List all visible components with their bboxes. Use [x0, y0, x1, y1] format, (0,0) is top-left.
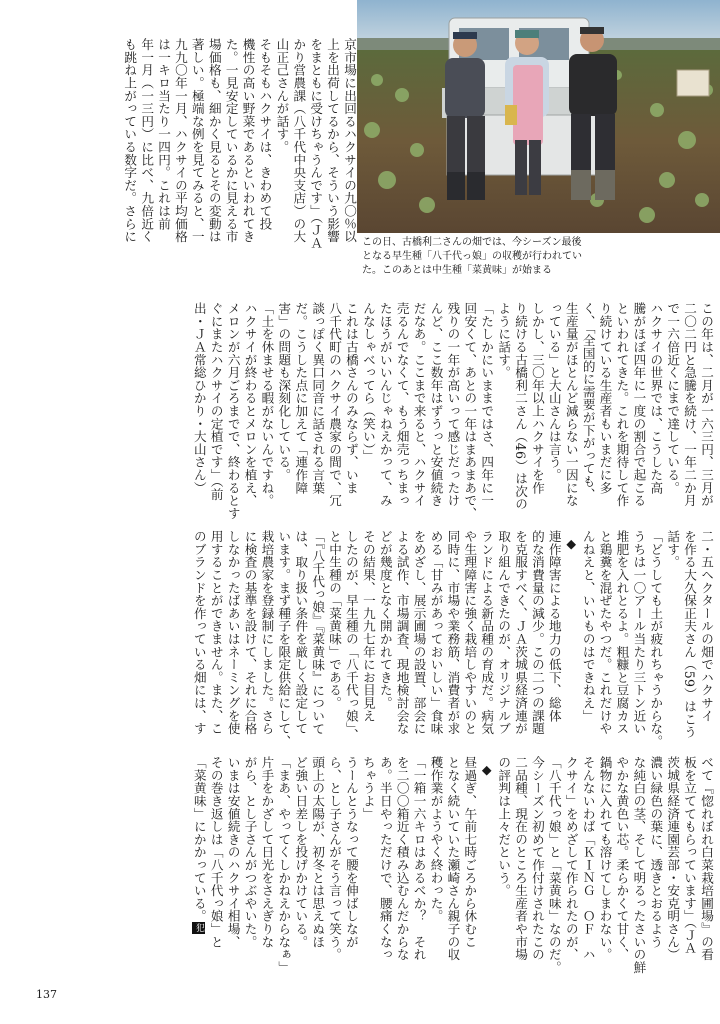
text-line: っている」と大山さんは言う。 [546, 302, 562, 482]
text-line: 談っぽく異口同音に話される言葉 [310, 302, 326, 494]
text-line: メロンが六月ごろまでで、終わるとす [225, 302, 241, 520]
text-line: ランドによる新品種の育成だ。病気 [479, 530, 495, 735]
text-line: 穫作業がようやく終わった。 [428, 756, 444, 923]
text-line: 年一月（一三円）に比べ、九倍近く [139, 38, 155, 243]
text-line: を作る大久保正夫さん（59）はこう [682, 530, 698, 739]
text-line: 害」の問題も深刻化している。 [276, 302, 292, 482]
section-divider-diamond: ◆ [563, 536, 579, 552]
text-line: 残りの一年が高いって感じだったけ [445, 302, 461, 507]
text-line: な純白の茎、そして明るったさいの鮮 [631, 756, 647, 974]
text-line: 板を立ててもらっています」（ＪＡ [682, 756, 698, 955]
text-line: 生産量がほとんど減らない一因にな [563, 302, 579, 507]
text-line: 二品種、現在のところ生産者や市場 [513, 756, 529, 961]
text-line: のブランドを作っている畑には、す [191, 530, 207, 735]
text-line: 場価格も、細かく見るとその変動は [206, 38, 222, 243]
text-line: 八千代町のハクサイ農家の間で、冗 [327, 302, 343, 507]
article-end-mark: 犯 [193, 923, 204, 933]
text-line: よる試作、市場調査、現地検討会な [394, 530, 410, 735]
text-line: 片手をかざして日光をさえぎりな [259, 756, 275, 948]
text-line: をまともに受けちゃうんです」（ＪＡ [308, 38, 324, 250]
text-line: この年は、二月が一六三円、三月が [699, 302, 714, 507]
text-line: だなあ。ここまで来ると、ハクサイ [411, 302, 427, 507]
text-line: 連作障害による地力の低下、総体 [546, 530, 562, 722]
text-line: 機性の高い野菜であるといわれてき [240, 38, 256, 243]
text-line: んど、ここ数年はずうっと安値続き [428, 302, 444, 507]
text-line: ど強い日差しを投げかけている。 [293, 756, 309, 948]
text-line: かり営農課（八千代中央支店）の大 [291, 38, 307, 243]
text-line: 「たしかにいままではさ、四年に一 [479, 302, 495, 507]
caption-line: となる早生種「八千代っ娘」の収穫が行われてい [362, 251, 582, 262]
text-line: といわれてきた。これを期待して作 [614, 302, 630, 507]
text-line: 同時に、市場や業務筋、消費者が求 [445, 530, 461, 735]
text-line: となく続いていた瀬崎さん親子の収 [445, 756, 461, 961]
text-line: がら、とし子さんがつぶやいた。 [242, 756, 258, 948]
text-line: 頭上の太陽が、初冬とは思えぬほ [310, 756, 326, 948]
text-line: そもそもハクサイは、きわめて投 [257, 38, 273, 230]
text-line: 栽培農家を登録制にしました。さら [259, 530, 275, 735]
text-line: しかし、三〇年以上ハクサイを作 [529, 302, 545, 494]
text-line: と中生種の「菜黄味」である。 [327, 530, 343, 710]
text-line: うーんとうなって腰を伸ばしなが [343, 756, 359, 948]
text-line: しなかったばあいはネーミングを使 [225, 530, 241, 735]
text-line: 二〇二円と急騰を続け、一年二か月 [682, 302, 698, 507]
text-line: んねえと、いいものはできねえ」 [580, 530, 596, 722]
text-line: 茨城県経済連園芸部・安克明さん） [665, 756, 681, 961]
text-line: 騰がほぼ四年に一度の割合で起こる [631, 302, 647, 507]
text-line: 出・ＪＡ常総ひかり・大山さん） [191, 302, 207, 494]
text-line: だ。こうした点に加えて「連作障 [293, 302, 309, 494]
text-line: 「八千代っ娘」と「菜黄味」なのだ。 [546, 756, 562, 974]
caption-line: た。このあとは中生種「菜黄味」が始まる [362, 265, 552, 276]
text-line: 今シーズン初めて作付けされたこの [529, 756, 545, 961]
photo-caption [362, 236, 714, 278]
text-line: 昼過ぎ、午前七時ごろから休むこ [462, 756, 478, 948]
text-line: を二〇〇箱近く積み込むんだからな [394, 756, 410, 961]
article-text-tier-3 [92, 530, 714, 760]
text-line: り続ける古橋利二さん（46）は次の [513, 302, 529, 511]
text-line: うちは一〇アール当たり三トン近い [631, 530, 647, 735]
text-line: 「土を休ませる暇がないんですね。 [259, 302, 275, 507]
text-line: したのが、早生種の「八千代っ娘」、 [343, 530, 359, 742]
text-line: 回安くて、あとの一年はまあまあで、 [462, 302, 478, 520]
page-number: 137 [36, 988, 57, 1001]
text-line: あ。半日やっただけで、腰痛くなっ [377, 756, 393, 961]
farmers-on-truck-photo [357, 0, 720, 233]
text-line: 話す。 [665, 530, 681, 569]
text-line: 取り組んできたのが、オリジナルブ [496, 530, 512, 735]
text-line: その巻き返しは「八千代っ娘」と [208, 756, 224, 948]
text-line: に検査の基準を設けて、それに合格 [242, 530, 258, 735]
text-line: 鍋物に入れても溶けてしまわない。 [597, 756, 613, 961]
text-line: います。まず種子を限定供給にして、 [276, 530, 292, 748]
text-line: で一六倍近くにまで達している。 [665, 302, 681, 494]
text-line: 「菜黄味」にかかっている。 [191, 756, 207, 923]
text-line: 著しい。極端な例を見てみると、一 [189, 38, 205, 243]
text-line: ぐにまたハクサイの定植です」（前 [208, 302, 224, 501]
text-line: ちゃうよ」 [360, 756, 376, 820]
text-line: も跳ね上がっている数字だ。さらに [122, 38, 138, 243]
text-line: たほうがいいんじゃねえかって、み [377, 302, 393, 507]
text-line: ら、とし子さんがそう言って笑う。 [327, 756, 343, 961]
text-line: 京市場に出回るハクサイの九〇％以 [342, 38, 357, 243]
article-text-tier-2 [92, 302, 714, 537]
text-line: ハクサイの世界では、こうした高 [648, 302, 664, 494]
text-line: める「甘みがあっておいしい」食味 [428, 530, 444, 735]
text-line: べて『惚れぼれ白菜栽培圃場』の看 [699, 756, 714, 961]
text-line: 九九〇年一月、ハクサイの平均価格 [172, 38, 188, 243]
text-line: どが幾度となく開かれてきた。 [377, 530, 393, 710]
text-line: 「どうしても土が疲れちゃうからな。 [648, 530, 664, 748]
text-line: と鶏糞を混ぜたやつだ。これだけや [597, 530, 613, 735]
text-line: や生理障害に強く栽培しやすいのと [462, 530, 478, 735]
text-line: ハクサイが終わるとメロンを植え、 [242, 302, 258, 507]
article-text-tier-4 [92, 756, 714, 988]
text-line: ように話す。 [496, 302, 512, 379]
text-line: 「『八千代っ娘』『菜黄味』について [310, 530, 326, 735]
text-line: 用することができません。また、こ [208, 530, 224, 735]
text-line: をめざし、展示圃場の設置、部会に [411, 530, 427, 735]
text-line: そんないわば「ＫＩＮＧ ＯＦ ハ [580, 756, 596, 961]
text-line: 的な消費量の減少。この二つの課題 [529, 530, 545, 735]
text-line: 売るんでなくて、もう畑売っちまっ [394, 302, 410, 507]
text-line: やかな黄色い芯。柔らかくて甘く、 [614, 756, 630, 961]
article-photo [357, 0, 720, 233]
text-line: クサイ」をめざして作られたのが、 [563, 756, 579, 961]
text-line: く、「全国的に需要が下がっても、 [580, 302, 596, 501]
text-line: を克服すべく、ＪＡ茨城県経済連が [513, 530, 529, 735]
section-divider-diamond: ◆ [479, 762, 495, 778]
text-line: 堆肥を入れとるよ。粗糠と豆腐カス [614, 530, 630, 735]
text-line: いまは安値続きのハクサイ相場、 [225, 756, 241, 948]
caption-line: この日、古橋利二さんの畑では、今シーズン最後 [362, 237, 582, 248]
text-line: 二・五ヘクタールの畑でハクサイ [699, 530, 714, 722]
text-line: 「まあ、やってくしかねえからなぁ」 [276, 756, 292, 974]
text-line: は、取り扱い条件を厳しく設定して [293, 530, 309, 735]
text-line: 濃い緑色の葉に、透きとおるよう [648, 756, 664, 948]
text-line: これは古橋さんのみならず、いま [343, 302, 359, 494]
article-text-tier-1 [95, 38, 357, 288]
text-line: 山正己さんが話す。 [274, 38, 290, 154]
text-line: の評判は上々だという。 [496, 756, 512, 897]
text-line: 上を出荷してるから、そういう影響 [325, 38, 341, 243]
text-line: り続けている生産者もいまだに多 [597, 302, 613, 494]
text-line: んなしゃべってら（笑い）」 [360, 302, 376, 463]
text-line: その結果、一九九七年にお目見え [360, 530, 376, 722]
text-line: た。一見安定しているかに見える市 [223, 38, 239, 243]
text-line: は一キロ当たり一四円。これは前 [156, 38, 172, 230]
text-line: 「一箱一六キロはあるべか？ それ [411, 756, 427, 961]
